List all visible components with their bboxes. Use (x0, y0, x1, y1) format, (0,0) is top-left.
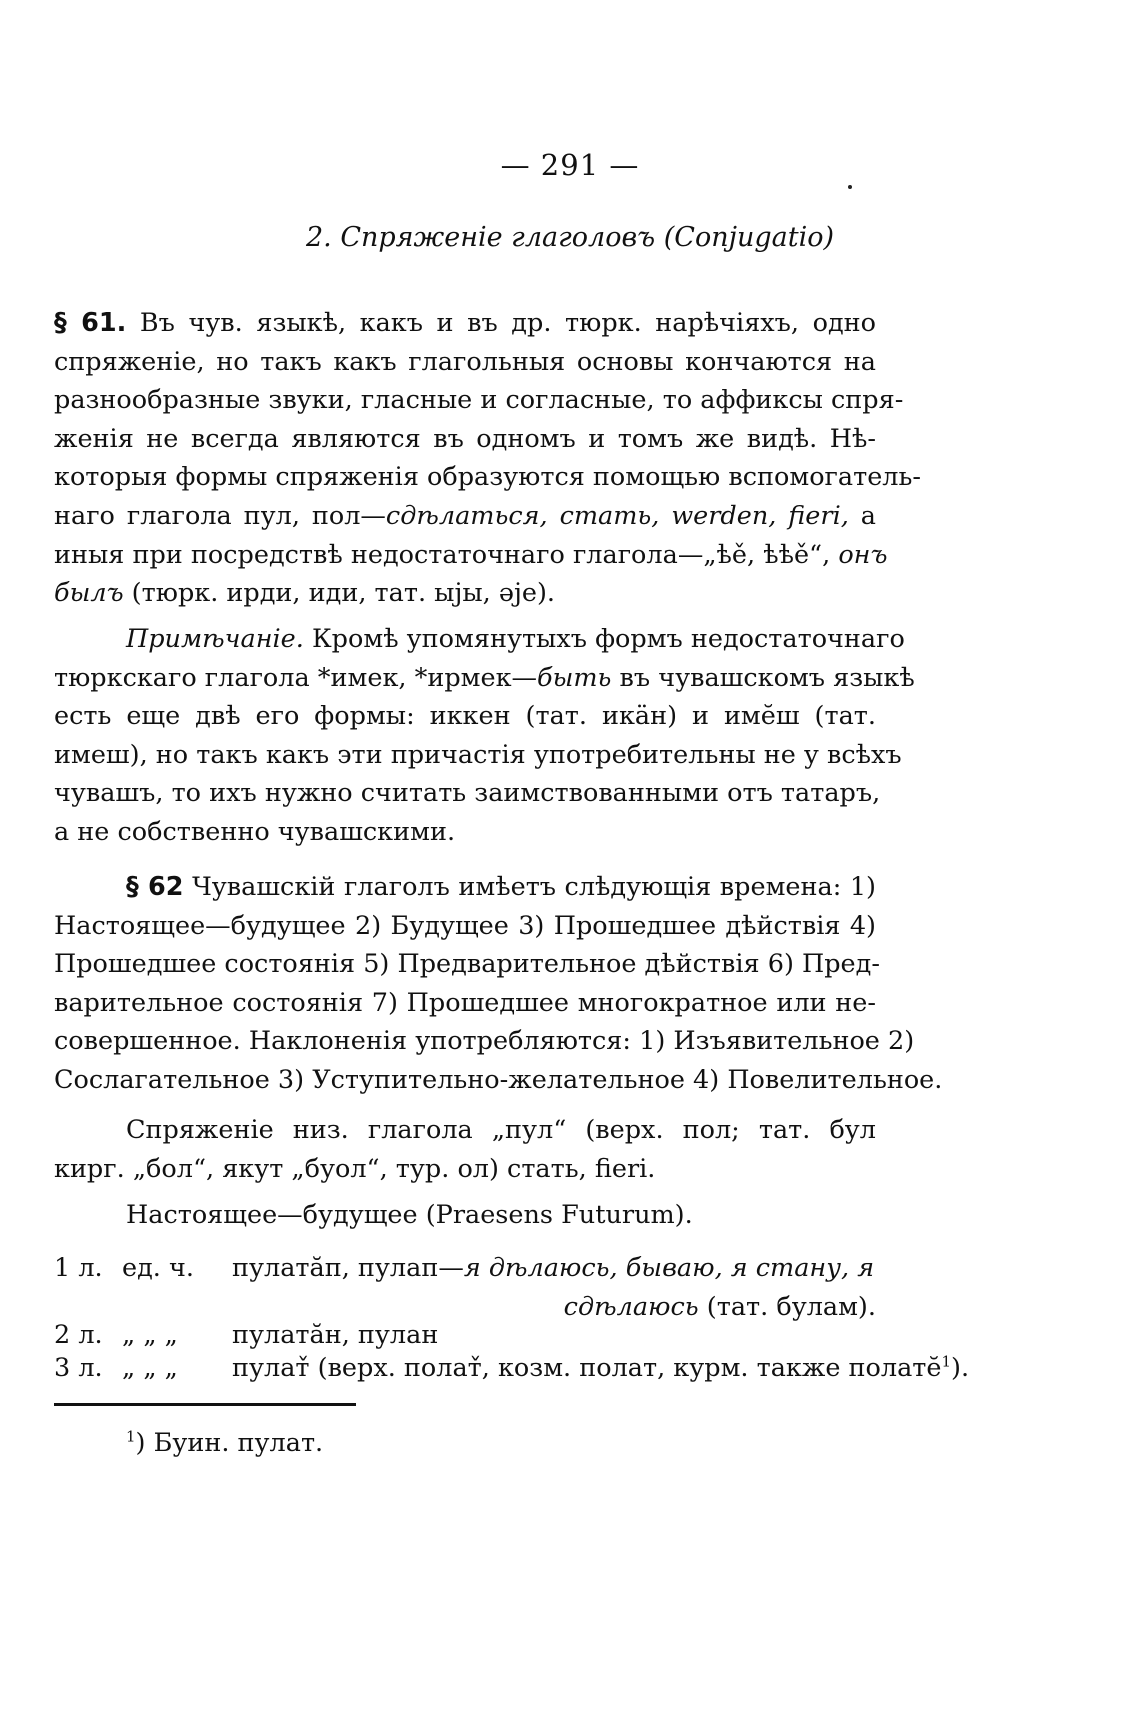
person-label: 2 л. (54, 1320, 103, 1350)
footnote (126, 1428, 323, 1458)
number-label: ед. ч. (122, 1253, 194, 1283)
number-label: „ „ „ (122, 1320, 178, 1350)
text-line: Сослагательное 3) Уступительно-желательное 4) Повелительное. (54, 1064, 943, 1095)
tense-heading: Настоящее—будущее (Praesens Futurum). (126, 1200, 693, 1230)
text-line: иныя при посредствѣ недостаточнаго глагола—„ѣě, ѣѣě“, онъ (54, 539, 888, 570)
footnote-text: ) Буин. пулат. (135, 1428, 324, 1458)
note-paragraph (54, 620, 915, 852)
page-number: — 291 — (500, 148, 640, 182)
text-line: § 62 Чувашскій глаголъ имѣетъ слѣдующія времена: 1) (126, 872, 876, 902)
text-line: имеш), но такъ какъ эти причастія употребительны не у всѣхъ (54, 739, 902, 770)
text-line: кирг. „бол“, якут „буол“, тур. ол) стать, fieri. (54, 1153, 656, 1184)
conjugation-row (54, 1320, 876, 1350)
paragraph-62 (54, 868, 943, 1100)
text-line: спряженіе, но такъ какъ глагольныя основы кончаются на (54, 346, 876, 377)
text-line: варительное состоянія 7) Прошедшее многократное или не- (54, 987, 876, 1018)
number-label: „ „ „ (122, 1353, 178, 1383)
verb-forms: пулатăн, пулан (232, 1320, 439, 1350)
text-line: чувашъ, то ихъ нужно считать заимствованными отъ татаръ, (54, 778, 881, 809)
text-line: тюркскаго глагола *имек, *ирмек—быть въ чувашскомъ языкѣ (54, 662, 915, 693)
conjugation-intro (54, 1111, 876, 1188)
note-label: Примѣчаніе. (126, 624, 304, 654)
text-line: Примѣчаніе. Кромѣ упомянутыхъ формъ недостаточнаго (126, 624, 905, 654)
footnote-number: 1 (126, 1427, 136, 1446)
text-line: есть еще двѣ его формы: иккен (тат. икӓн) и имĕш (тат. (54, 701, 876, 732)
text-line: совершенное. Наклоненія употребляются: 1) Изъявительное 2) (54, 1026, 915, 1057)
section-title: 2. Спряженіе глаголовъ (Conjugatio) (305, 222, 835, 253)
section-marker: § 62 (126, 872, 184, 902)
text-line: которыя формы спряженія образуются помощью вспомогатель- (54, 462, 921, 493)
text-line: разнообразные звуки, гласные и согласные, то аффиксы спря- (54, 385, 904, 416)
person-label: 1 л. (54, 1253, 103, 1283)
footnote-ref: 1 (941, 1352, 952, 1371)
verb-forms: пулат̌ (верх. полат̌, козм. полат, курм. также полатĕ (232, 1353, 942, 1383)
text-line: женія не всегда являются въ одномъ и томъ же видѣ. Нѣ- (54, 423, 876, 454)
text-line: а не собственно чувашскими. (54, 816, 456, 847)
conjugation-row: 3 л. „ „ „ пулат̌ (верх. полат̌, козм. полат, курм. также полатĕ$^1$). (54, 1352, 970, 1383)
text-line: Настоящее—будущее 2) Будущее 3) Прошедшее дѣйствія 4) (54, 910, 876, 941)
paragraph-61 (54, 304, 921, 613)
person-label: 3 л. (54, 1353, 103, 1383)
conjugation-row (54, 1253, 876, 1283)
text-line: Прошедшее состоянія 5) Предварительное дѣйствія 6) Пред- (54, 949, 880, 980)
text-line: наго глагола пул, пол—сдѣлаться, стать, werden, fieri, а (54, 500, 876, 531)
text-line: былъ (тюрк. ирди, иди, тат. ыјы, əје). (54, 578, 556, 609)
conjugation-row-continuation: сдѣлаюсь (тат. булам). (563, 1292, 876, 1322)
text-line: Спряженіе низ. глагола „пул“ (верх. пол; тат. бул (126, 1115, 876, 1145)
text-line: § 61. Въ чув. языкѣ, какъ и въ др. тюрк. нарѣчіяхъ, одно (54, 308, 876, 338)
print-speck (848, 185, 852, 189)
verb-gloss: я дѣлаюсь, бываю, я стану, я (463, 1253, 875, 1283)
section-marker: § 61. (54, 308, 127, 338)
footnote-rule (54, 1403, 356, 1406)
verb-forms: пулатăп, пулап— (232, 1253, 464, 1283)
